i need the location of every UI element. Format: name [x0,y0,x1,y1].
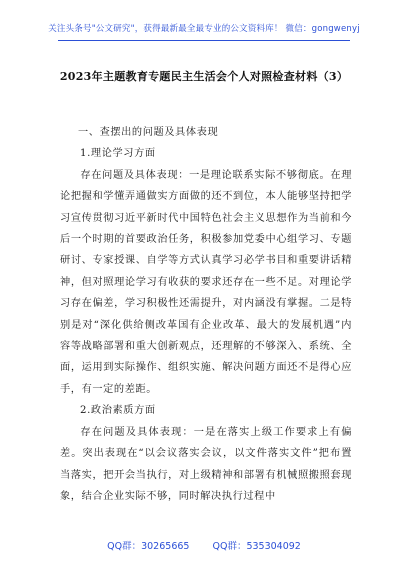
document-title: 2023年主题教育专题民主生活会个人对照检查材料（3） [59,70,349,83]
footer [0,538,408,552]
footer-qq-group-2: QQ群：535304092 [212,541,301,552]
header-divider [58,40,350,41]
paragraph-politics: 存在问题及具体表现：一是在落实上级工作要求上有偏差。突出表现在“以会议落实会议，以文件落实文件”把布置当落实，把开会当执行，对上级精神和部署有机械照搬照套现象，结合企业实际不够，同时解决执行过程中 [60,426,352,502]
subsection-heading-politics: 2.政治素质方面 [80,405,156,417]
footer-qq-group-1: QQ群：30265665 [107,541,190,552]
subsection-heading-theory: 1.理论学习方面 [80,148,156,160]
section-heading: 一、查摆出的问题及具体表现 [78,127,219,138]
document-body [60,122,352,507]
paragraph-theory: 存在问题及具体表现：一是理论联系实际不够彻底。在理论把握和学懂弄通做实方面做的还不到位，本人能够坚持把学习宣传贯彻习近平新时代中国特色社会主义思想作为当前和今后一个时期的首要政治任务，积极参加党委中心组学习、专题研讨、专家授课、自学等方式认真学习必学书目和重要讲话精神，但对照理论学习有收获的要求还存在一些不足。对理论学习存在偏差，学习积极性还需提升，对内涵没有掌握。二是特别是对“深化供给侧改革国有企业改革、最大的发展机遇”内容等战略部署和重大创新观点，还理解的不够深入、系统、全面，运用到实际操作、组织实施、解决问题方面还不是得心应手，有一定的差距。 [60,169,352,395]
header-note: 关注头条号"公文研究"，获得最新最全最专业的公文资料库！ 微信：gongwenyj [48,24,360,34]
